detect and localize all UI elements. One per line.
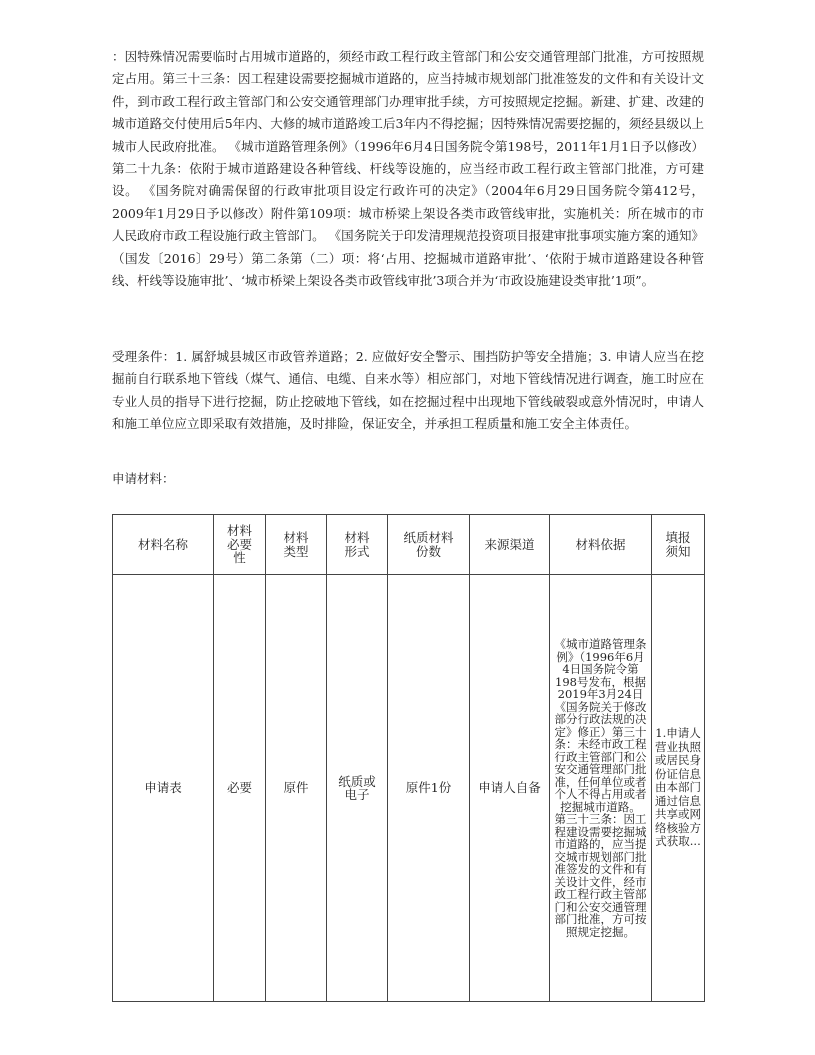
header-paper-copies: 纸质材料份数 xyxy=(388,515,470,575)
legal-basis-paragraph: ：因特殊情况需要临时占用城市道路的，须经市政工程行政主管部门和公安交通管理部门批准，方可按照规定占用。第三十三条：因工程建设需要挖掘城市道路的，应当持城市规划部门批准签发的文件和有关设计文件，到市政工程行政主管部门和公安交通管理部门办理审批手续，方可按照规定挖掘。新建、扩建、改建的城市道路交付使用后5年内、大修的城市道路竣工后3年内不得挖掘；因特殊情况需要挖掘的，须经县级以上城市人民政府批准。 《城市道路管理条例》（1996年6月4日国务院令第198号，2011年1月1日予以修改）第二十九条：依附于城市道路建设各种管线、杆线等设施的，应当经市政工程行政主管部门批准，方可建设。 《国务院对确需保留的行政审批项目设定行政许可的决定》（2004年6月29日国务院令第412号，2009年1月29日予以修改）附件第109项：城市桥梁上架设各类市政管线审批，实施机关：所在城市的市人民政府市政工程设施行政主管部门。 《国务院关于印发清理规范投资项目报建审批事项实施方案的通知》（国发〔2016〕29号）第二条第（二）项：将‘占用、挖掘城市道路审批’、‘依附于城市道路建设各种管线、杆线等设施审批’、‘城市桥梁上架设各类市政管线审批’3项合并为‘市政设施建设类审批’1项”。 xyxy=(112,49,705,289)
acceptance-conditions-paragraph: 受理条件：1. 属舒城县城区市政管养道路；2. 应做好安全警示、围挡防护等安全措施；3. 申请人应当在挖掘前自行联系地下管线（煤气、通信、电缆、自来水等）相应部门，对地下管线情况进行调查，施工时应在专业人员的指导下进行挖掘，防止挖破地下管线，如在挖掘过程中出现地下管线破裂或意外情况时，申请人和施工单位应立即采取有效措施，及时排险，保证安全，并承担工程质量和施工安全主体责任。 xyxy=(112,349,704,432)
cell-material-basis: 《城市道路管理条例》（1996年6月4日国务院令第198号发布，根据2019年3月24日《国务院关于修改部分行政法规的决定》修正）第三十条：未经市政工程行政主管部门和公安交通管理部门批准，任何单位或者个人不得占用或者挖掘城市道路。 第三十三条：因工程建设需要挖掘城市道路的，应当提交城市规划部门批准签发的文件和有关设计文件，经市政工程行政主管部门和公安交通管理部门批准，方可按照规定挖掘。 xyxy=(550,575,652,1002)
header-fill-notes: 填报须知 xyxy=(652,515,705,575)
cell-source-channel: 申请人自备 xyxy=(470,575,550,1002)
cell-material-type: 原件 xyxy=(266,575,327,1002)
table-row xyxy=(113,575,705,1002)
materials-table xyxy=(112,514,705,1002)
cell-material-name: 申请表 xyxy=(113,575,214,1002)
cell-material-form: 纸质或电子 xyxy=(327,575,388,1002)
table-header-row xyxy=(113,515,705,575)
cell-paper-copies: 原件1份 xyxy=(388,575,470,1002)
header-material-type: 材料类型 xyxy=(266,515,327,575)
cell-fill-notes: 1.申请人营业执照或居民身份证信息由本部门通过信息共享或网络核验方式获取... xyxy=(652,575,705,1002)
header-source-channel: 来源渠道 xyxy=(470,515,550,575)
header-material-name: 材料名称 xyxy=(113,515,214,575)
header-material-form: 材料形式 xyxy=(327,515,388,575)
header-material-basis: 材料依据 xyxy=(550,515,652,575)
cell-material-required: 必要 xyxy=(214,575,266,1002)
header-material-required: 材料必要性 xyxy=(214,515,266,575)
materials-heading: 申请材料： xyxy=(112,471,175,486)
